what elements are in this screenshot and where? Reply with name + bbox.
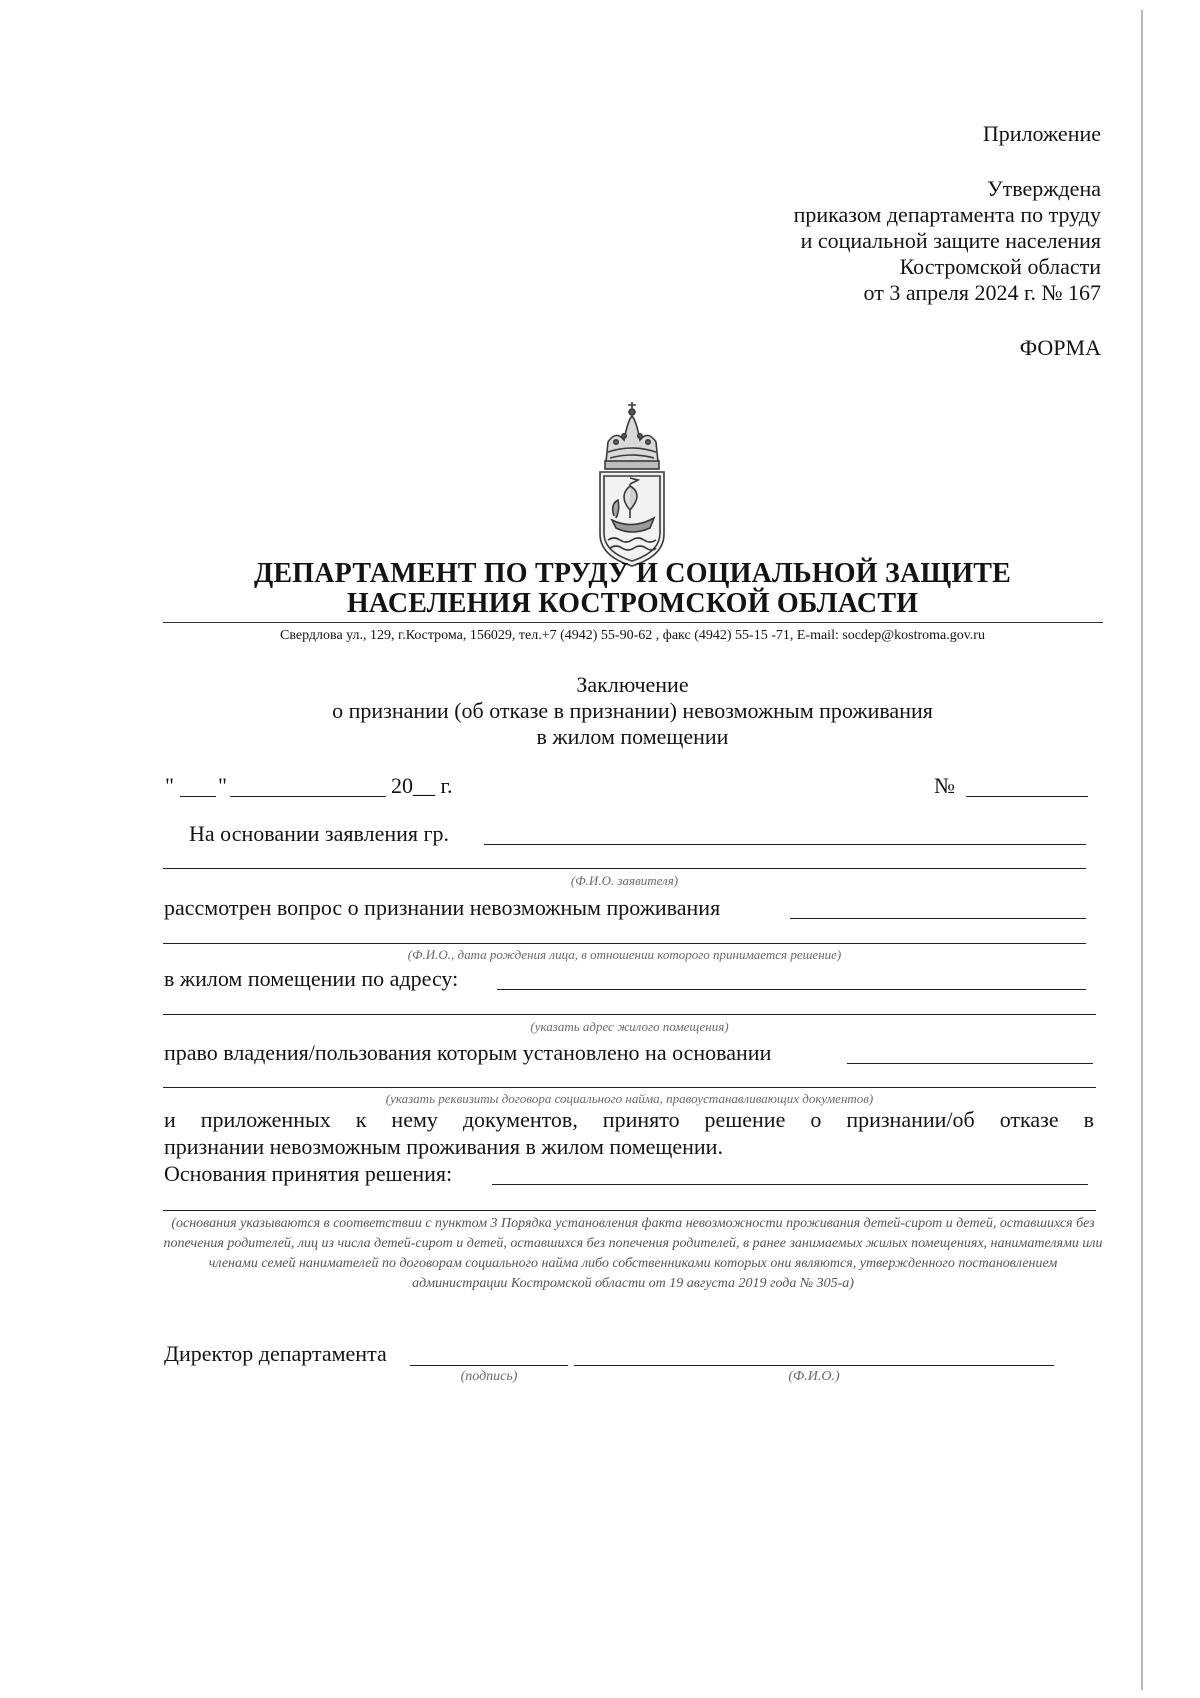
person-field-line2[interactable] [163, 943, 1086, 944]
ownership-label: право владения/пользования которым установлено на основании [164, 1040, 772, 1065]
grounds-label: Основания принятия решения: [164, 1161, 453, 1186]
grounds-field-line2[interactable] [163, 1210, 1096, 1211]
approved-line: и социальной защите населения [800, 228, 1101, 253]
date-day-field[interactable] [180, 796, 216, 797]
signature-field[interactable] [410, 1365, 568, 1366]
applicant-caption: (Ф.И.О. заявителя) [570, 873, 679, 888]
approved-line: от 3 апреля 2024 г. № 167 [863, 280, 1101, 305]
approved-line: Утверждена [987, 176, 1101, 201]
kostroma-coat-of-arms-icon [586, 400, 678, 570]
director-name-caption: (Ф.И.О.) [788, 1369, 840, 1384]
doc-title-line1: Заключение [576, 672, 689, 697]
grounds-field[interactable] [492, 1184, 1088, 1185]
basis-label: На основании заявления гр. [189, 821, 450, 846]
considered-label: рассмотрен вопрос о признании невозможным проживания [164, 895, 721, 920]
address-field-line2[interactable] [163, 1014, 1096, 1015]
date-year-label: 20__ г. [391, 773, 453, 798]
person-field[interactable] [790, 918, 1086, 919]
date-quote-open: " [165, 773, 174, 798]
org-name-line2: НАСЕЛЕНИЯ КОСТРОМСКОЙ ОБЛАСТИ [346, 588, 919, 619]
ownership-field[interactable] [847, 1063, 1093, 1064]
grounds-note: (основания указываются в соответствии с пунктом 3 Порядка установления факта невозможности проживания детей-сирот и детей, оставшихся без попечения родителей, лиц из числа детей-сирот и детей, оставшихся без попечения родителей, в ранее занимаемых жилых помещениях, нанимателями или членами семей нанимателей по договорам социального найма либо собственниками которых они являются, утвержденного постановлением администрации Костромской области от 19 августа 2019 года № 305-а) [163, 1216, 1103, 1291]
appendix-label: Приложение [982, 121, 1101, 146]
address-label: в жилом помещении по адресу: [164, 966, 459, 991]
address-field[interactable] [497, 989, 1086, 990]
ownership-caption: (указать реквизиты договора социального найма, правоустанавливающих документов) [385, 1091, 874, 1106]
form-label: ФОРМА [1019, 335, 1101, 360]
address-caption: (указать адрес жилого помещения) [530, 1019, 729, 1034]
org-contacts: Свердлова ул., 129, г.Кострома, 156029, тел.+7 (4942) 55-90-62 , факс (4942) 55-15 -71, E-mail: socdep@kostroma.gov.ru [280, 628, 985, 643]
decision-line1: и приложенных к нему документов, принято решение о признании/об отказе в [164, 1107, 1094, 1132]
ownership-field-line2[interactable] [163, 1087, 1096, 1088]
doc-title-line2: о признании (об отказе в признании) невозможным проживания [332, 698, 933, 723]
number-field[interactable] [966, 796, 1088, 797]
decision-line2: признании невозможным проживания в жилом помещении. [164, 1134, 723, 1159]
doc-title-line3: в жилом помещении [536, 724, 729, 749]
applicant-field-line2[interactable] [163, 868, 1086, 869]
director-label: Директор департамента [164, 1341, 387, 1366]
signature-caption: (подпись) [460, 1369, 518, 1384]
person-caption: (Ф.И.О., дата рождения лица, в отношении которого принимается решение) [407, 947, 842, 962]
approved-line: Костромской области [899, 254, 1101, 279]
page-edge-shadow [1141, 10, 1143, 1690]
approved-line: приказом департамента по труду [793, 202, 1101, 227]
date-month-field[interactable] [230, 796, 386, 797]
number-label: № [934, 773, 955, 798]
date-quote-close: " [218, 773, 227, 798]
director-name-field[interactable] [574, 1365, 1054, 1366]
applicant-field[interactable] [484, 844, 1086, 845]
header-divider [163, 622, 1103, 623]
org-name-line1: ДЕПАРТАМЕНТ ПО ТРУДУ И СОЦИАЛЬНОЙ ЗАЩИТЕ [253, 558, 1012, 589]
